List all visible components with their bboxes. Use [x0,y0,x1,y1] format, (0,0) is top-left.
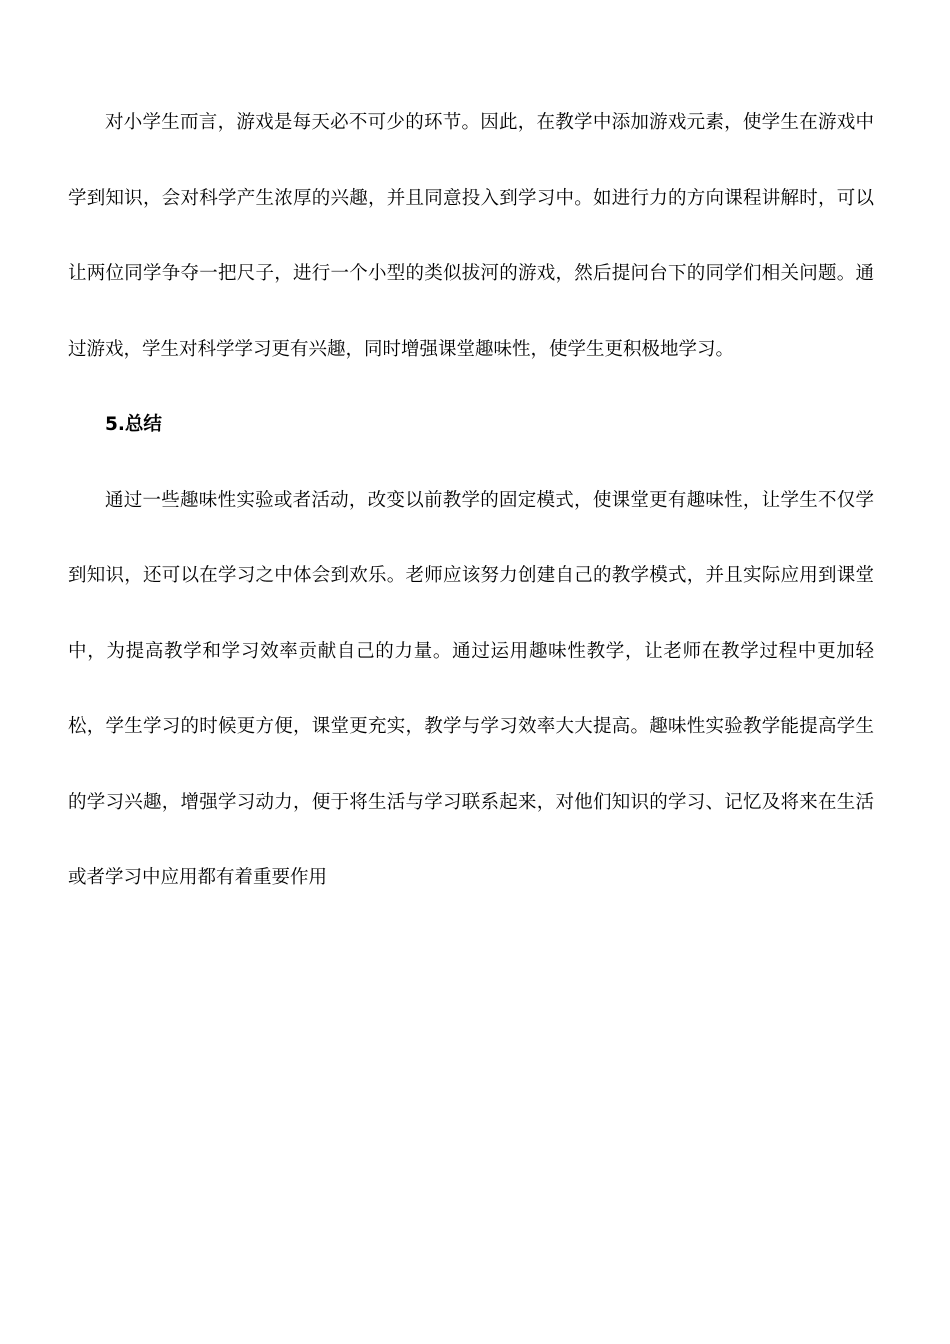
section-heading-summary: 5.总结 [105,414,162,435]
paragraph-games: 对小学生而言，游戏是每天必不可少的环节。因此，在教学中添加游戏元素，使学生在游戏中学到知识，会对科学产生浓厚的兴趣，并且同意投入到学习中。如进行力的方向课程讲解时，可以让两位同学争夺一把尺子，进行一个小型的类似拔河的游戏，然后提问台下的同学们相关问题。通过游戏，学生对科学学习更有兴趣，同时增强课堂趣味性，使学生更积极地学习。 [68,112,874,360]
document-page [68,85,874,916]
paragraph-summary: 通过一些趣味性实验或者活动，改变以前教学的固定模式，使课堂更有趣味性，让学生不仅学到知识，还可以在学习之中体会到欢乐。老师应该努力创建自己的教学模式，并且实际应用到课堂中，为提高教学和学习效率贡献自己的力量。通过运用趣味性教学，让老师在教学过程中更加轻松，学生学习的时候更方便，课堂更充实，教学与学习效率大大提高。趣味性实验教学能提高学生的学习兴趣，增强学习动力，便于将生活与学习联系起来，对他们知识的学习、记忆及将来在生活或者学习中应用都有着重要作用 [68,489,874,888]
